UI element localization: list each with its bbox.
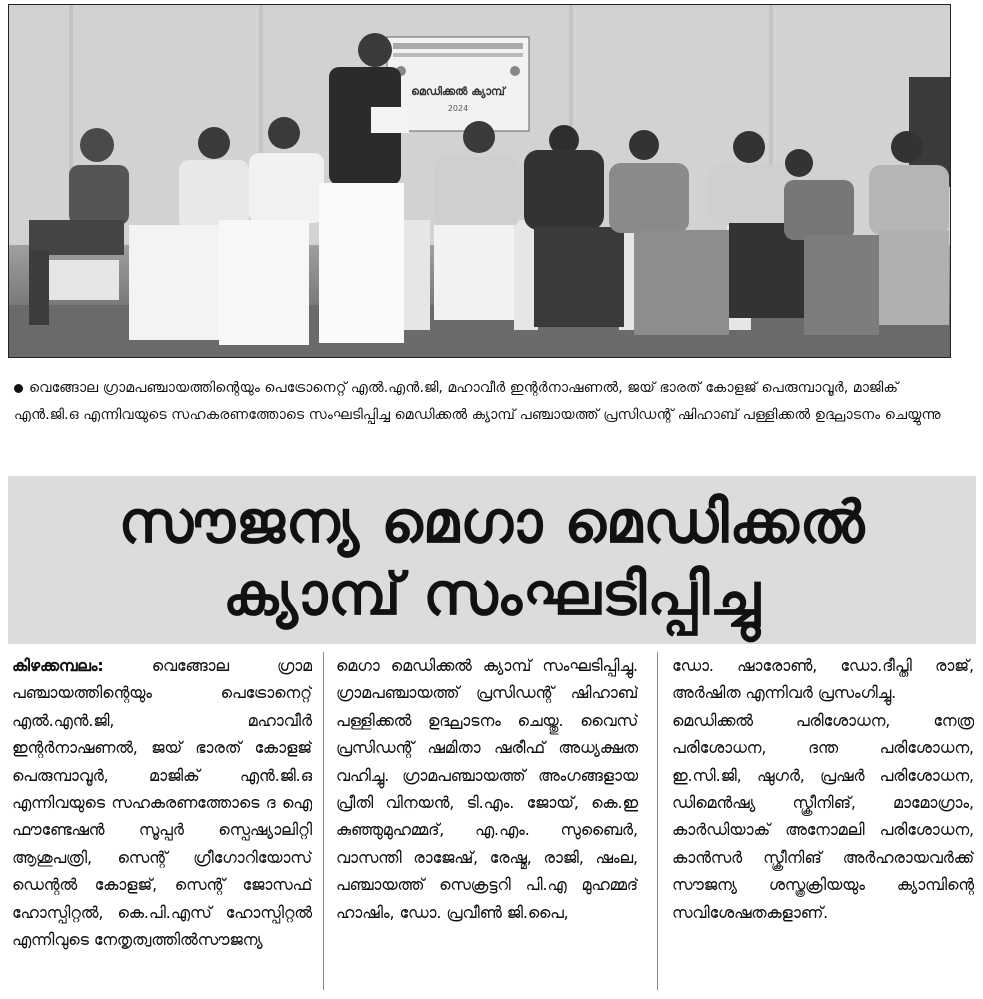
- banner-title: മെഡിക്കൽ ക്യാമ്പ്: [411, 85, 505, 98]
- photo-illustration: [9, 5, 951, 358]
- photo-caption: [14, 375, 964, 429]
- headline-line-2: ക്യാമ്പ് സംഘടിപ്പിച്ചു: [223, 560, 761, 628]
- standing-speaker: [319, 33, 409, 343]
- caption-bullet: [14, 384, 23, 393]
- caption-text: വെങ്ങോല ഗ്രാമപഞ്ചായത്തിന്റെയും പെട്രോനെറ്റ് എൽ.എൻ.ജി, മഹാവീർ ഇന്റർനാഷണൽ, ജയ് ഭാരത് കോളജ് പെരുമ്പാവൂർ, മാജിക് എൻ.ജി.ഒ എന്നിവയുടെ സഹകരണത്തോടെ സംഘടിപ്പിച്ച മെഡിക്കൽ ക്യാമ്പ് പഞ്ചായത്ത് പ്രസിഡന്റ് ഷിഹാബ് പള്ളിക്കൽ ഉദ്ഘാടനം ചെയ്യുന്നു: [14, 380, 941, 423]
- column-1-text: വെങ്ങോല ഗ്രാമ പഞ്ചായത്തിന്റെയും പെട്രോനെറ്റ് എൽ.എൻ.ജി, മഹാവീർ ഇന്റർനാഷണൽ, ജയ് ഭാരത് കോളജ് പെരുമ്പാവൂർ, മാജിക് എൻ.ജി.ഒ എന്നിവയുടെ സഹകരണത്തോടെ ദ ഐ ഫൗണ്ടേഷൻ സൂപ്പർ സ്പെഷ്യാലിറ്റി ആശുപത്രി, സെന്റ് ഗ്രീഗോറിയോസ് ഡെന്റൽ കോളജ്, സെന്റ് ജോസഫ് ഹോസ്പിറ്റൽ, കെ.പി.എസ് ഹോസ്പിറ്റൽ എന്നിവുടെ നേതൃത്വത്തിൽസൗജന്യ: [12, 656, 312, 950]
- article-column-2: [336, 652, 638, 992]
- column-3-paragraph-1: ഡോ. ഷാരോൺ, ഡോ.ദീപ്തി രാജ്, അർഷിത എന്നിവർ പ്രസംഗിച്ചു.: [672, 656, 974, 703]
- headline-box: [8, 476, 976, 644]
- headline-line-1: സൗജന്യ മെഗാ മെഡിക്കൽ: [118, 488, 866, 556]
- news-photo: [8, 4, 951, 358]
- article-column-3: [672, 652, 974, 992]
- article-column-1: [12, 652, 312, 992]
- column-divider: [323, 652, 324, 990]
- column-divider: [657, 652, 658, 990]
- column-3-paragraph-2: മെഡിക്കൽ പരിശോധന, നേത്ര പരിശോധന, ദന്ത പരിശോധന, ഇ.സി.ജി, ഷുഗർ, പ്രഷർ പരിശോധന, ഡിമെൻഷ്യ സ്ക്രീനിങ്, മാമോഗ്രാം, കാർഡിയാക് അനോമലി പരിശോധന, കാൻസർ സ്ക്രീനിങ് അർഹരായവർക്ക് സൗജന്യ ശസ്ത്രക്രിയയും ക്യാമ്പിന്റെ സവിശേഷതകളാണ്.: [672, 710, 974, 922]
- dateline: കിഴക്കമ്പലം:: [12, 656, 104, 675]
- banner-year: 2024: [447, 104, 469, 113]
- column-2-text: മെഗാ മെഡിക്കൽ ക്യാമ്പ് സംഘടിപ്പിച്ചു. ഗ്രാമപഞ്ചായത്ത് പ്രസിഡന്റ് ഷിഹാബ് പള്ളിക്കൽ ഉദ്ഘാടനം ചെയ്തു. വൈസ് പ്രസിഡന്റ് ഷമിതാ ഷരീഫ് അധ്യക്ഷത വഹിച്ചു. ഗ്രാമപഞ്ചായത്ത് അംഗങ്ങളായ പ്രീതി വിനയൻ, ടി.എം. ജോയ്, കെ.ഇ കുഞ്ഞുമുഹമ്മദ്, എ.എം. സുബൈർ, വാസന്തി രാജേഷ്, രേഷ്മ, രാജി, ഷംല, പഞ്ചായത്ത് സെക്രട്ടറി പി.എ മുഹമ്മദ് ഹാഷിം, ഡോ. പ്രവീൺ ജി.പൈ,: [336, 656, 638, 922]
